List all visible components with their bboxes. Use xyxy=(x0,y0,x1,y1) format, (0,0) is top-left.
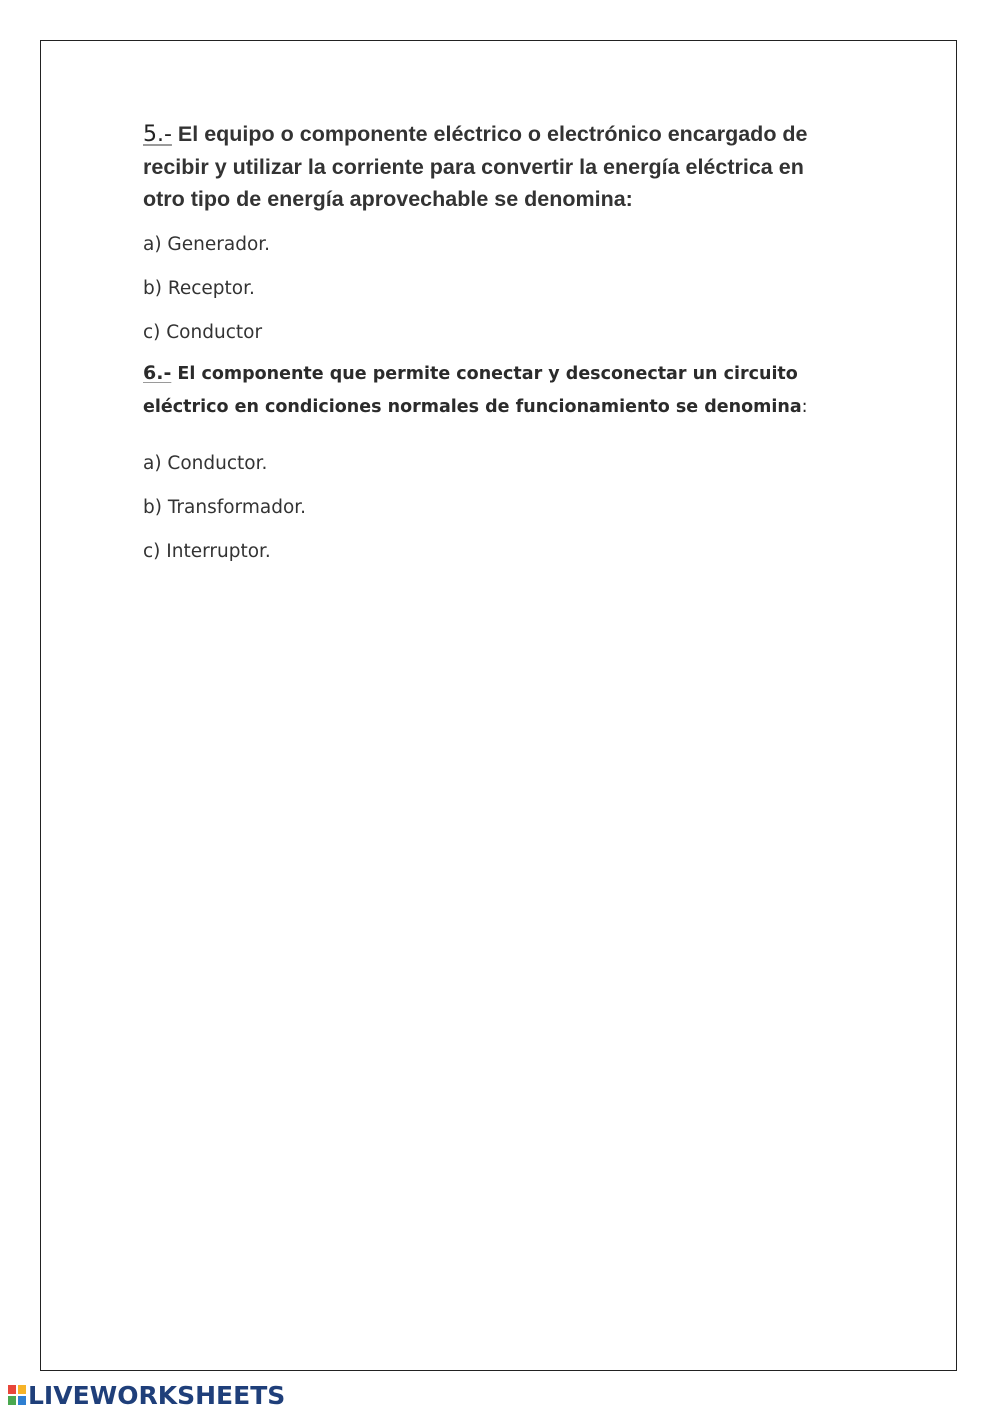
option-6a[interactable]: a) Conductor. xyxy=(143,452,268,474)
logo-blocks-icon xyxy=(8,1385,26,1405)
question-5-options xyxy=(143,223,843,355)
logo-block-icon xyxy=(8,1396,16,1405)
question-6-number: 6.- xyxy=(143,362,172,384)
worksheet-content xyxy=(143,118,843,574)
question-6 xyxy=(143,357,843,424)
question-5 xyxy=(143,118,843,215)
logo-block-icon xyxy=(18,1385,26,1394)
liveworksheets-logo[interactable] xyxy=(8,1380,285,1410)
question-5-text: El equipo o componente eléctrico o electrónico encargado de recibir y utilizar la corriente para convertir la energía eléctrica en otro tipo de energía aprovechable se denomina: xyxy=(143,122,808,211)
logo-block-icon xyxy=(8,1385,16,1394)
option-5a[interactable]: a) Generador. xyxy=(143,234,271,255)
option-5c[interactable]: c) Conductor xyxy=(143,322,263,343)
question-5-number: 5.- xyxy=(143,122,172,147)
logo-text: LIVEWORKSHEETS xyxy=(28,1380,286,1410)
question-6-options xyxy=(143,442,843,574)
question-6-colon: : xyxy=(801,397,808,417)
option-6b[interactable]: b) Transformador. xyxy=(143,496,307,518)
logo-block-icon xyxy=(18,1396,26,1405)
question-6-text: El componente que permite conectar y desconectar un circuito eléctrico en condiciones normales de funcionamiento se denomina xyxy=(143,364,802,417)
option-5b[interactable]: b) Receptor. xyxy=(143,278,255,299)
option-6c[interactable]: c) Interruptor. xyxy=(143,540,271,562)
